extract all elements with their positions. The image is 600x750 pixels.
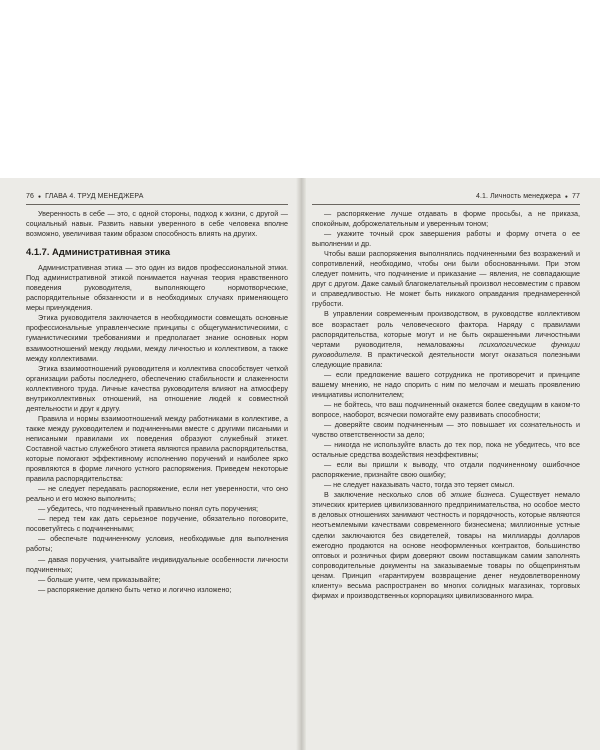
left-running-title: ГЛАВА 4. ТРУД МЕНЕДЖЕРА (45, 193, 144, 200)
paragraph: Административная этика — это один из видов профессиональной этики. Под административной этикой понимается научная теория нравственного поведения руководителя, выполняющего нормотворческие, распорядительные обязанности и в необходимых случаях применяющего меры принуждения. (26, 263, 288, 313)
list-item: — распоряжение лучше отдавать в форме просьбы, а не приказа, спокойным, доброжелательным и уверенным тоном; (312, 209, 580, 229)
list-item: — если предложение вашего сотрудника не противоречит и принципе вашему мнению, не надо спорить с ним по мелочам и мешать проявлению инициативы исполнителем; (312, 369, 580, 399)
paragraph: Этика взаимоотношений руководителя и коллектива способствует четкой организации работы последнего, обеспечению стабильности и слаженности коллективного труда. Личные качества руководителя влияют на атмосферу внутриколлективных отношений, на отношение людей к совместной деятельности и друг к другу. (26, 363, 288, 413)
italic-term: психологические функции руководителя (312, 339, 580, 359)
list-item: — не бойтесь, что ваш подчиненный окажется более сведущим в каком-то вопросе, наоборот, всячески помогайте ему развивать способности; (312, 399, 580, 419)
italic-term: этике бизнеса (450, 490, 504, 500)
list-item: — убедитесь, что подчиненный правильно понял суть поручения; (38, 504, 259, 514)
header-bullet-icon: ● (38, 194, 42, 200)
blank-top-margin (0, 0, 600, 178)
header-bullet-icon: ● (564, 194, 568, 200)
list-item: — не следует передавать распоряжение, если нет уверенности, что оно реально и его можно выполнить; (26, 484, 288, 504)
section-heading: 4.1.7. Административная этика (26, 246, 171, 258)
intro-paragraph: Уверенность в себе — это, с одной стороны, подход к жизни, с другой — социальный навык. Развить навыки уверенного в себе человека вполне возможно, увеличивая таким образом способность влиять на других. (26, 209, 288, 239)
list-item: — обеспечьте подчиненному условия, необходимые для выполнения работы; (26, 534, 288, 554)
right-page-content (312, 209, 580, 601)
list-item: — перед тем как дать серьезное поручение, обязательно поговорите, посоветуйтесь с подчиненными; (26, 514, 288, 534)
paragraph: Этика руководителя заключается в необходимости совмещать основные профессиональные управленческие принципы с общегуманистическими, с гуманистическими требованиями и предполагает знание основных норм взаимоотношений между людьми, между личностью и коллективом, а также между коллективами. (26, 313, 288, 363)
paragraph: Правила и нормы взаимоотношений между работниками в коллективе, а также между руководителем и подчиненными вместе с другими писаными и неписаными правилами их поведения образуют служебный этикет. Составной частью служебного этикета являются правила распорядительства, которые помогают эффективному исполнению поручений и наиболее ярко проявляются в форме личного устного распоряжения. Приведем некоторые правила распорядительства: (26, 413, 288, 484)
left-page-number: 76 (26, 193, 34, 200)
list-item: — не следует наказывать часто, тогда это теряет смысл. (324, 480, 515, 490)
paragraph (312, 309, 580, 369)
right-page-header (312, 192, 580, 205)
list-item: — если вы пришли к выводу, что отдали подчиненному ошибочное распоряжение, признайте свою ошибку; (312, 460, 580, 480)
paragraph (312, 490, 580, 601)
list-item: — укажите точный срок завершения работы и форму отчета о ее выполнении и др. (312, 229, 580, 249)
left-page (26, 178, 288, 750)
right-page (312, 178, 580, 750)
list-item: — больше учите, чем приказывайте; (38, 574, 161, 584)
left-page-header (26, 192, 288, 205)
book-gutter (296, 178, 306, 750)
right-page-number: 77 (572, 193, 580, 200)
paragraph-text: . В практической деятельности могут оказаться полезными следующие правила: (312, 349, 580, 369)
book-spread (0, 178, 600, 750)
paragraph: Чтобы ваши распоряжения выполнялись подчиненными без возражений и сопротивлений, необходимо, чтобы они были обоснованными. При этом следует помнить, что подчинение и приказание — явления, не совпадающие друг с другом. Даже самый благожелательный произвол несовместим с правом и справедливостью. Не может быть никакого оправдания преднамеренной грубости. (312, 249, 580, 309)
paragraph-text: В управлении современным производством, в руководстве коллективом все возрастает роль человеческого фактора. Наряду с правилами распорядительства, которые могут и не быть окрашенными личностными чертами руководителя, немаловажны (312, 309, 580, 349)
paragraph-text: В заключение несколько слов об (324, 490, 451, 500)
right-running-title: 4.1. Личность менеджера (475, 193, 561, 200)
list-item: — давая поручения, учитывайте индивидуальные особенности личности подчиненных; (26, 554, 288, 574)
list-item: — никогда не используйте власть до тех пор, пока не убедитесь, что все остальные средства воздействия неэффективны; (312, 440, 580, 460)
left-page-content (26, 209, 288, 595)
list-item: — распоряжение должно быть четко и логично изложено; (38, 584, 232, 594)
paragraph-text: . Существует немало этических критериев цивилизованного предпринимательства, но особое место в деловых отношениях занимают честность и порядочность, которые являются неотъемлемыми качествами современного бизнесмена; миллионные устные сделки заключаются без свидетелей, товары на миллиарды долларов ежегодно продаются на основе неоформленных контрактов, большинство оптовых и розничных фирм доверяют своим поставщикам самим заполнять сопроводительные документы на заказываемые товары по общепринятым ценам. Принцип «гарантируем возвращение денег неудовлетворенному клиенту» весьма распространен во многих солидных магазинах, торговых фирмах и производственных корпорациях цивилизованного мира. (312, 490, 580, 600)
list-item: — доверяйте своим подчиненным — это повышает их сознательность и чувство ответственности за дело; (312, 419, 580, 440)
